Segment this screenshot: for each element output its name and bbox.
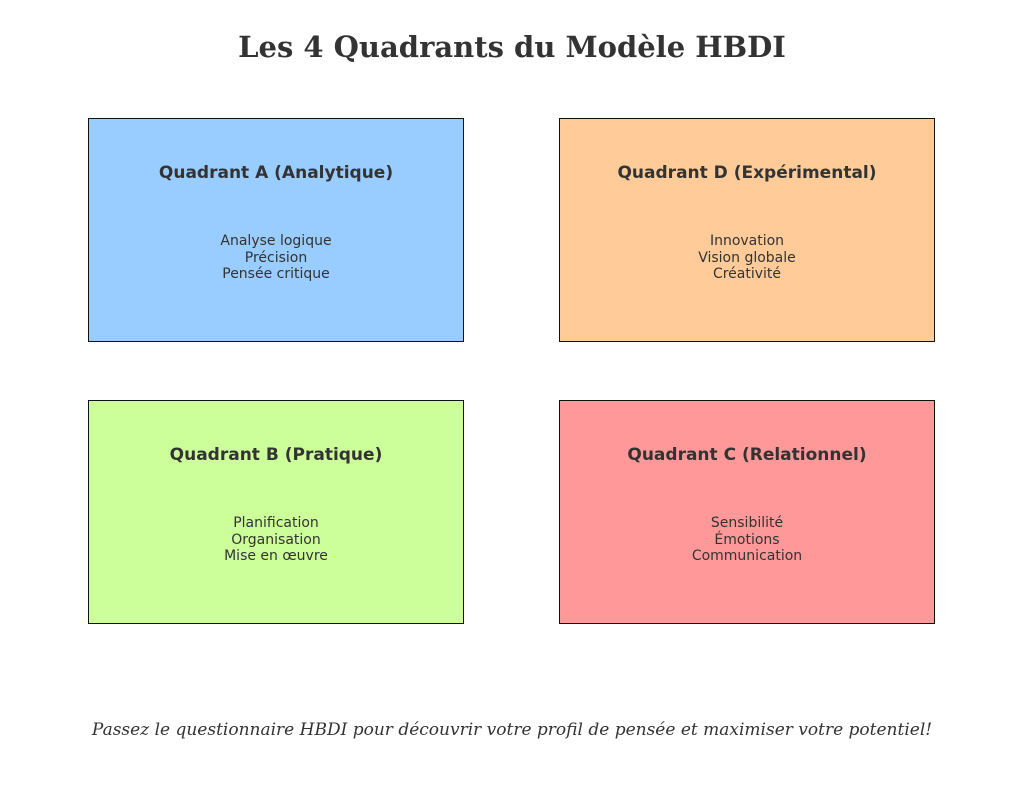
trait-item: Organisation: [231, 531, 321, 548]
quadrant-d-traits: [560, 233, 934, 283]
quadrant-a-title: Quadrant A (Analytique): [158, 163, 394, 183]
trait-item: Analyse logique: [220, 233, 332, 249]
quadrant-d-title: Quadrant D (Expérimental): [617, 163, 877, 183]
trait-item: Précision: [244, 249, 308, 266]
trait-item: Communication: [691, 548, 803, 564]
quadrant-c-title: Quadrant C (Relationnel): [627, 445, 867, 465]
quadrant-b-title: Quadrant B (Pratique): [169, 445, 383, 465]
trait-item: Émotions: [714, 531, 780, 548]
page-title: Les 4 Quadrants du Modèle HBDI: [238, 30, 786, 64]
quadrant-d-box: [559, 118, 935, 342]
trait-item: Vision globale: [698, 249, 796, 266]
trait-item: Pensée critique: [222, 266, 330, 282]
quadrant-c-traits: [560, 515, 934, 565]
quadrant-c-box: [559, 400, 935, 624]
trait-item: Planification: [233, 515, 319, 531]
trait-item: Mise en œuvre: [224, 548, 328, 564]
footer-call-to-action: Passez le questionnaire HBDI pour découvrir votre profil de pensée et maximiser votre potentiel!: [91, 720, 933, 740]
quadrant-b-box: [88, 400, 464, 624]
quadrant-a-traits: [89, 233, 463, 283]
quadrant-b-traits: [89, 515, 463, 565]
trait-item: Créativité: [712, 266, 782, 282]
quadrant-a-box: [88, 118, 464, 342]
trait-item: Sensibilité: [710, 515, 784, 531]
trait-item: Innovation: [709, 233, 785, 249]
